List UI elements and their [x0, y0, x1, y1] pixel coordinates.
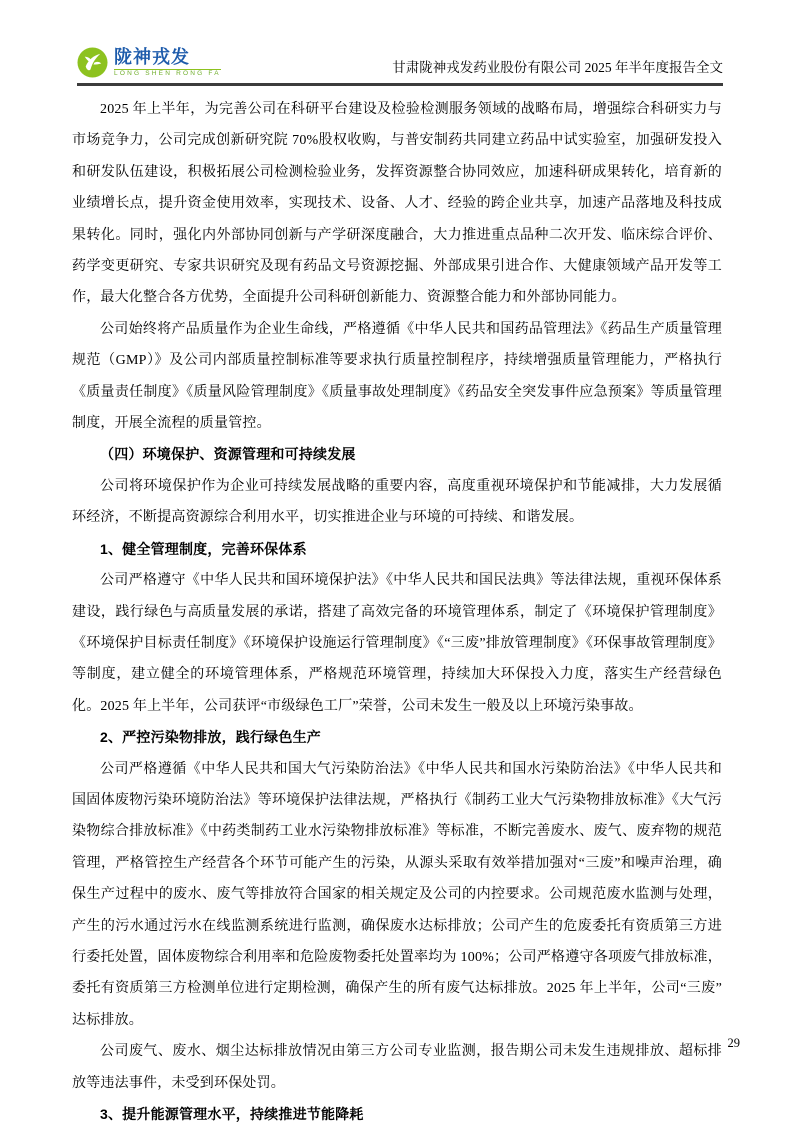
heading-management-system: 1、健全管理制度，完善环保体系: [100, 540, 307, 557]
document-body: [72, 94, 722, 1122]
logo-circle-icon: [77, 47, 108, 78]
paragraph-environment-strategy: 公司将环境保护作为企业可持续发展战略的重要内容，高度重视环境保护和节能减排，大力发展循环经济，不断提高资源综合利用水平，切实推进企业与环境的可持续、和谐发展。: [72, 478, 722, 526]
company-logo: [77, 47, 221, 78]
page-number: 29: [727, 1036, 740, 1050]
page-header: [77, 0, 723, 86]
paragraph-pollution-control: 公司严格遵循《中华人民共和国大气污染防治法》《中华人民共和国水污染防治法》《中华人民共和国固体废物污染环境防治法》等环境保护法律法规，严格执行《制药工业大气污染物排放标准》《大气污染物综合排放标准》《中药类制药工业水污染物排放标准》等标准，不断完善废水、废气、废弃物的规范管理，严格管控生产经营各个环节可能产生的污染，从源头采取有效举措加强对“三废”和噪声治理，确保生产过程中的废水、废气等排放符合国家的相关规定及公司的内控要求。公司规范废水监测与处理，产生的污水通过污水在线监测系统进行监测，确保废水达标排放；公司产生的危废委托有资质第三方进行委托处置，固体废物综合利用率和危险废物委托处置率均为 100%；公司严格遵守各项废气排放标准，委托有资质第三方检测单位进行定期检测，确保产生的所有废气达标排放。2025 年上半年，公司“三废”达标排放。: [72, 761, 722, 1028]
paragraph-env-management-system: 公司严格遵守《中华人民共和国环境保护法》《中华人民共和国民法典》等法律法规，重视环保体系建设，践行绿色与高质量发展的承诺，搭建了高效完备的环境管理体系，制定了《环境保护管理制度》《环境保护目标责任制度》《环境保护设施运行管理制度》《“三废”排放管理制度》《环保事故管理制度》等制度，建立健全的环境管理体系，严格规范环境管理，持续加大环保投入力度，落实生产经营绿色化。2025 年上半年，公司获评“市级绿色工厂”荣誉，公司未发生一般及以上环境污染事故。: [72, 573, 722, 714]
paragraph-third-party-monitoring: 公司废气、废水、烟尘达标排放情况由第三方公司专业监测，报告期公司未发生违规排放、超标排放等违法事件，未受到环保处罚。: [72, 1044, 722, 1091]
logo-brand-cn: 陇神戎发: [114, 46, 190, 67]
logo-brand-en: LONG SHEN RONG FA: [114, 69, 221, 77]
heading-environment-section: （四）环境保护、资源管理和可持续发展: [100, 446, 356, 463]
heading-pollution-control: 2、严控污染物排放，践行绿色生产: [100, 729, 321, 746]
report-title: 甘肃陇神戎发药业股份有限公司 2025 年半年度报告全文: [392, 59, 723, 75]
heading-energy-management: 3、提升能源管理水平，持续推进节能降耗: [100, 1106, 364, 1122]
paragraph-quality-management: 公司始终将产品质量作为企业生命线，严格遵循《中华人民共和国药品管理法》《药品生产质量管理规范（GMP）》及公司内部质量控制标准等要求执行质量控制程序，持续增强质量管理能力，严格执行《质量责任制度》《质量风险管理制度》《质量事故处理制度》《药品安全突发事件应急预案》等质量管理制度，开展全流程的质量管控。: [72, 321, 722, 432]
paragraph-research-platform: 2025 年上半年，为完善公司在科研平台建设及检验检测服务领域的战略布局，增强综合科研实力与市场竞争力，公司完成创新研究院 70%股权收购，与普安制药共同建立药品中试实验室，加强研发投入和研发队伍建设，积极拓展公司检测检验业务，发挥资源整合协同效应，加速科研成果转化，培育新的业绩增长点，提升资金使用效率，实现技术、设备、人才、经验的跨企业共享，加速产品落地及科技成果转化。同时，强化内外部协同创新与产学研深度融合，大力推进重点品种二次开发、临床综合评价、药学变更研究、专家共识研究及现有药品文号资源挖掘、外部成果引进合作、大健康领域产品开发等工作，最大化整合各方优势，全面提升公司科研创新能力、资源整合能力和外部协同能力。: [72, 102, 722, 306]
logo-wordmark: [114, 48, 221, 78]
